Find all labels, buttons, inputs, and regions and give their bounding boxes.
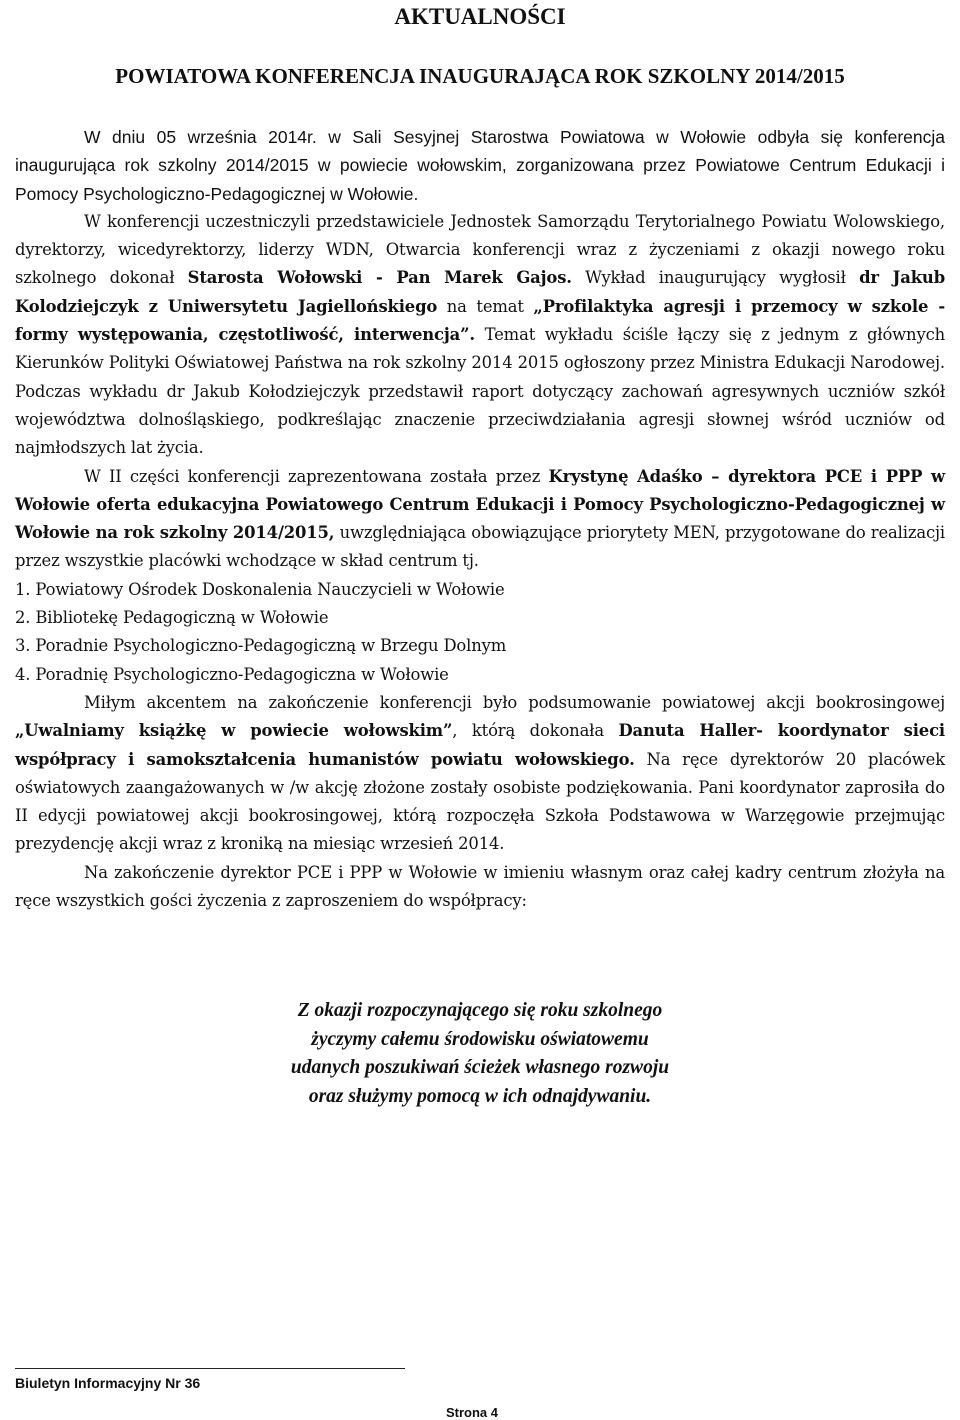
campaign-name: „Uwalniamy książkę w powiecie wołowskim” [15,721,453,741]
institution-list [15,576,945,689]
paragraph-participants [15,208,945,463]
text-segment: Wykład inaugurujący wygłosił [571,268,860,288]
list-item: 1. Powiatowy Ośrodek Doskonalenia Nauczycieli w Wołowie [15,579,505,599]
list-item: 4. Poradnię Psychologiczno-Pedagogiczna w Wołowie [15,664,449,684]
starosta-name: Starosta Wołowski - Pan Marek Gajos. [187,268,572,288]
paragraph-second-part [15,463,945,576]
paragraph-bookcrossing [15,689,945,859]
text-segment: Temat wykładu ściśle łączy się z jednym z głównych Kierunków Polityki Oświatowej Państwa na rok szkolny 2014 2015 ogłoszony przez Ministra Edukacji Narodowej. Podczas wykładu dr Jakub Kołodziejczyk przedstawił raport dotyczący zachowań agresywnych uczniów szkół województwa dolnośląskiego, podkreślając znaczenie przeciwdziałania agresji słownej wśród uczniów od najmłodszych lat życia. [15,325,946,458]
wish-line: oraz służymy pomocą w ich odnajdywaniu. [308,1085,652,1107]
paragraph-closing: Na zakończenie dyrektor PCE i PPP w Wołowie w imieniu własnym oraz całej kadry centrum złożyła na ręce wszystkich gości życzenia z zaproszeniem do współpracy: [15,862,945,911]
text-segment: W konferencji uczestniczyli przedstawiciele Jednostek Samorządu Terytorialnego Powiatu Wolowskiego, dyrektorzy, wicedyrektorzy, liderzy WDN, Otwarcia konferencji wraz z życzeniami z okazji nowego roku szkolnego dokonał [15,211,945,288]
text-segment: Na ręce dyrektorów 20 placówek oświatowych zaangażowanych w /w akcję złożone zostały osobiste podziękowania. Pani koordynator zaprosiła do II edycji powiatowej akcji bookrosingowej, którą rozpoczęła Szkoła Podstawowa w Warzęgowie przejmując prezydencję akcji wraz z kroniką na miesiąc wrzesień 2014. [15,749,945,854]
director-offer: Krystynę Adaśko – dyrektora PCE i PPP w Wołowie oferta edukacyjna Powiatowego Centrum Edukacji i Pomocy Psychologiczno-Pedagogicznej w Wołowie na rok szkolny 2014/2015, [15,466,945,543]
lecturer-name: dr Jakub Kolodziejczyk z Uniwersytetu Jagiellońskiego [15,268,945,316]
list-item: 2. Bibliotekę Pedagogiczną w Wołowie [15,608,329,628]
wish-line: życzymy całemu środowisku oświatowemu [311,1028,649,1050]
article-headline: POWIATOWA KONFERENCJA INAUGURAJĄCA ROK SZKOLNY 2014/2015 [115,64,845,88]
text-segment: , którą dokonała [452,721,619,741]
text-segment: na temat [437,296,534,316]
coordinator-name: Danuta Haller- koordynator sieci współpracy i samokształcenia humanistów powiatu wołowskiego. [15,721,945,769]
wish-line: udanych poszukiwań ścieżek własnego rozwoju [290,1057,670,1078]
bulletin-label: Biuletyn Informacyjny Nr 36 [15,1375,201,1391]
footer-divider [15,1368,405,1369]
text-segment: Miłym akcentem na zakończenie konferencji było podsumowanie powiatowej akcji bookrosingowej [84,692,945,712]
page-title: AKTUALNOŚCI [394,4,566,29]
text-segment: W II części konferencji zaprezentowana została przez [84,466,549,486]
paragraph-intro: W dniu 05 września 2014r. w Sali Sesyjnej Starostwa Powiatowa w Wołowie odbyła się konferencja inaugurująca rok szkolny 2014/2015 w powiecie wołowskim, zorganizowana przez Powiatowe Centrum Edukacji i Pomocy Psychologiczno-Pedagogicznej w Wołowie. [15,127,945,204]
text-segment: uwzględniająca obowiązujące priorytety MEN, przygotowane do realizacji przez wszystkie placówki wchodzące w skład centrum tj. [15,523,946,571]
page-number: Strona 4 [445,1405,498,1420]
wish-line: Z okazji rozpoczynającego się roku szkolnego [297,1000,663,1021]
closing-wishes [0,997,960,1111]
article-body [15,123,945,915]
lecture-topic: „Profilaktyka agresji i przemocy w szkole - formy występowania, częstotliwość, interwencja”. [15,296,945,345]
list-item: 3. Poradnie Psychologiczno-Pedagogiczną w Brzegu Dolnym [15,636,507,656]
